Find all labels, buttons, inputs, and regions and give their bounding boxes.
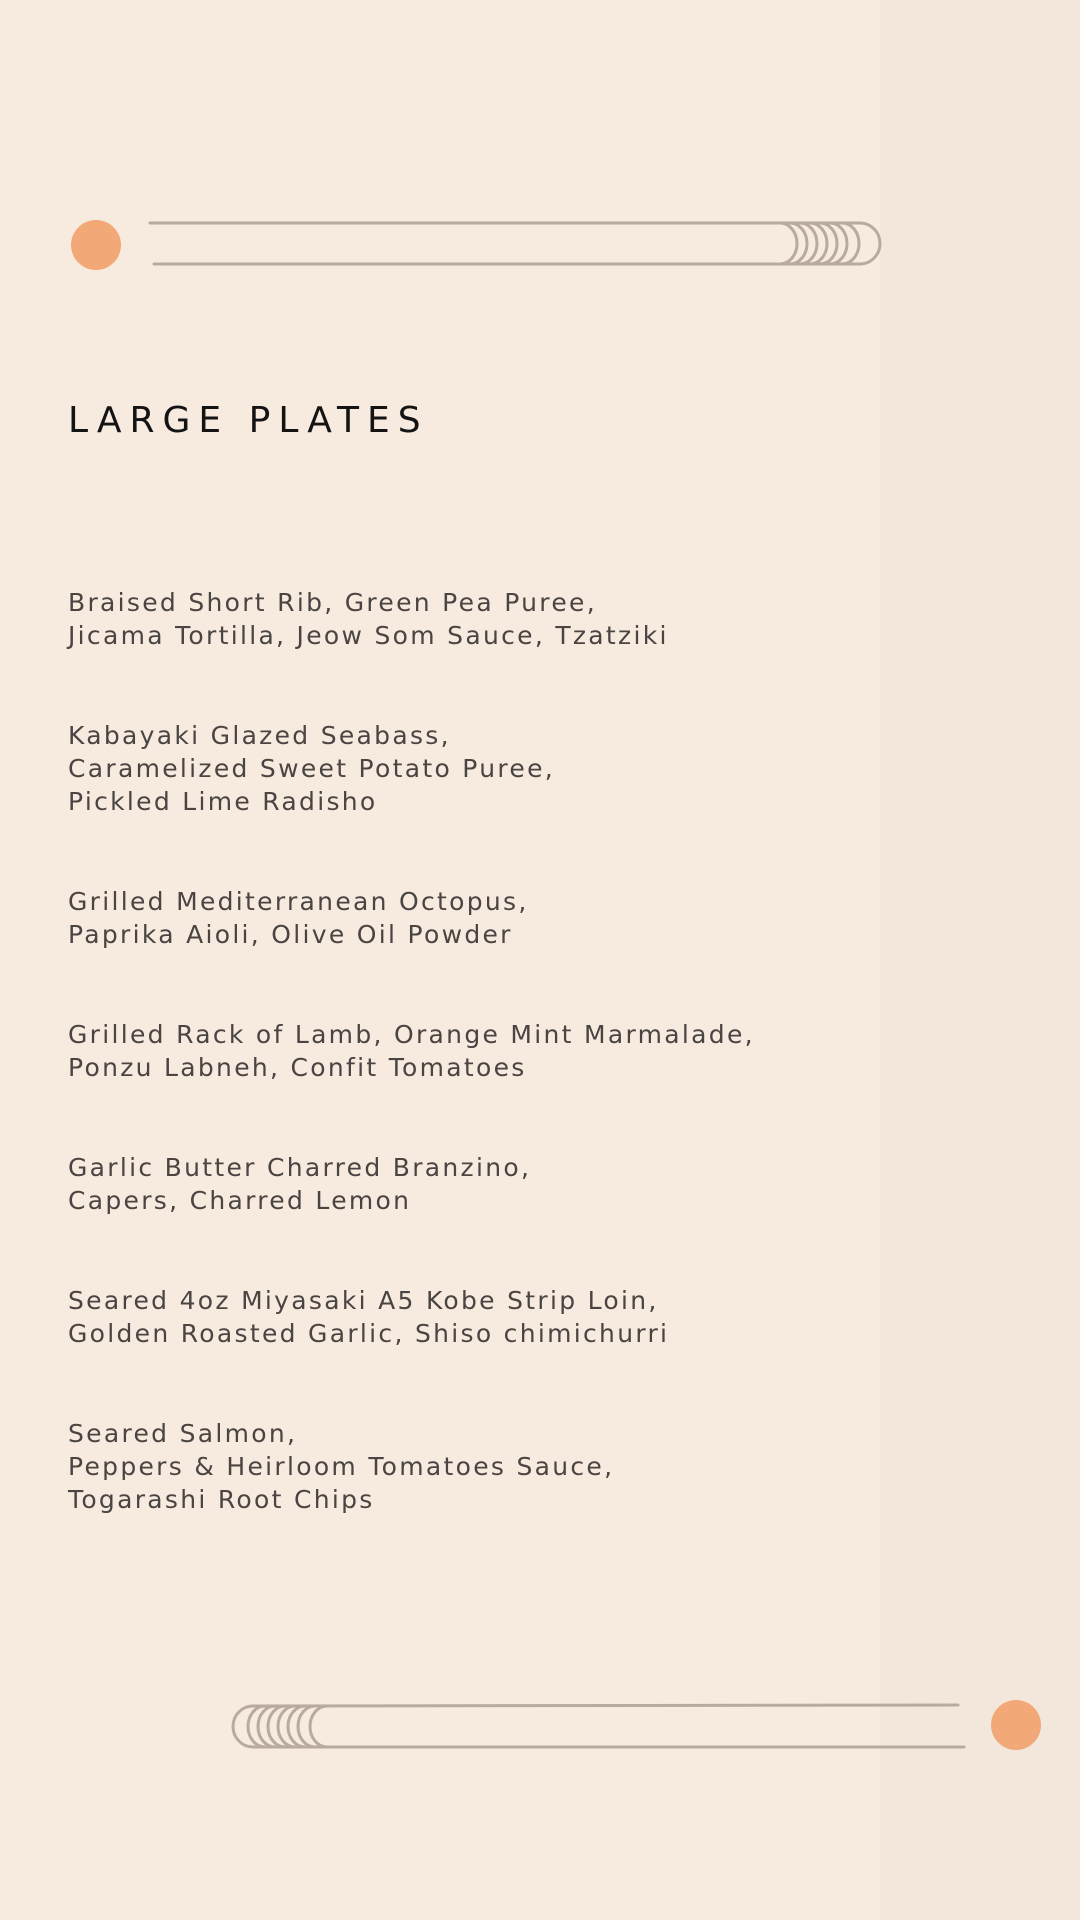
menu-item — [68, 1151, 868, 1217]
menu-item-line: Garlic Butter Charred Branzino, — [68, 1153, 532, 1182]
menu-item-line: Caramelized Sweet Potato Puree, — [68, 754, 556, 783]
menu-list — [68, 586, 868, 1583]
top-capsule-end-8 — [860, 223, 880, 264]
menu-item-line: Seared 4oz Miyasaki A5 Kobe Strip Loin, — [68, 1286, 659, 1315]
menu-item-line: Paprika Aioli, Olive Oil Powder — [68, 920, 513, 949]
menu-item-line: Braised Short Rib, Green Pea Puree, — [68, 588, 597, 617]
menu-item-line: Peppers & Heirloom Tomatoes Sauce, — [68, 1452, 615, 1481]
section-title: LARGE PLATES — [68, 400, 429, 441]
menu-item-line: Seared Salmon, — [68, 1419, 298, 1448]
top-ornament — [0, 204, 1080, 284]
menu-item — [68, 1018, 868, 1084]
menu-item — [68, 586, 868, 652]
top-accent-dot — [71, 220, 121, 270]
menu-item — [68, 885, 868, 951]
bottom-capsule-end-8 — [310, 1706, 327, 1747]
menu-item-line: Togarashi Root Chips — [68, 1485, 375, 1514]
menu-item-line: Jicama Tortilla, Jeow Som Sauce, Tzatziki — [68, 621, 669, 650]
bottom-capsule-end-1 — [233, 1706, 253, 1747]
menu-item — [68, 1417, 868, 1516]
menu-item-line: Grilled Rack of Lamb, Orange Mint Marmalade, — [68, 1020, 755, 1049]
menu-item-line: Grilled Mediterranean Octopus, — [68, 887, 529, 916]
menu-item-line: Kabayaki Glazed Seabass, — [68, 721, 451, 750]
menu-item — [68, 719, 868, 818]
top-capsule-end-1 — [780, 223, 797, 264]
bottom-capsule-end-7 — [298, 1706, 315, 1747]
menu-item — [68, 1284, 868, 1350]
menu-item-line: Golden Roasted Garlic, Shiso chimichurri — [68, 1319, 670, 1348]
right-side-panel — [880, 0, 1080, 1920]
menu-item-line: Ponzu Labneh, Confit Tomatoes — [68, 1053, 527, 1082]
bottom-accent-dot — [991, 1700, 1041, 1750]
bottom-capsule-line-upper — [253, 1705, 958, 1706]
bottom-ornament — [0, 1688, 1080, 1768]
menu-item-line: Pickled Lime Radisho — [68, 787, 378, 816]
menu-item-line: Capers, Charred Lemon — [68, 1186, 412, 1215]
top-capsule-end-7 — [842, 223, 859, 264]
